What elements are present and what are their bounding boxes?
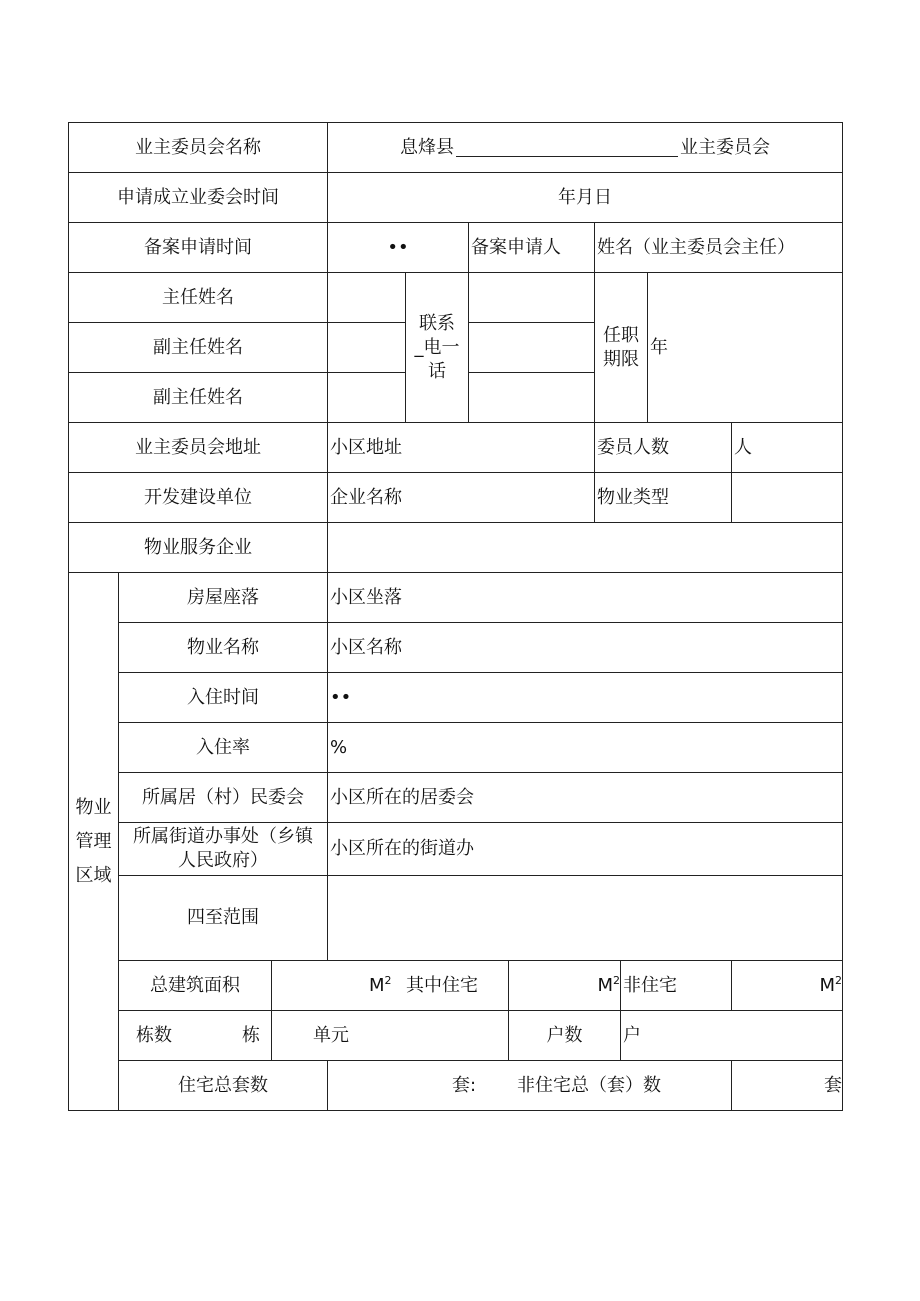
boundary-field[interactable] [328, 876, 843, 961]
member-count-unit: 人 [734, 436, 752, 458]
address-label [69, 423, 328, 473]
residents-committee-field[interactable] [328, 773, 843, 823]
residents-committee-value: 小区所在的居委会 [330, 786, 474, 808]
non-residential-area-field[interactable] [732, 961, 843, 1011]
non-residential-area-unit [819, 974, 842, 998]
member-count-field[interactable] [732, 423, 843, 473]
contact-phone-label-line2: _电一 [414, 336, 460, 358]
property-name-label [119, 623, 328, 673]
total-residential-sets-label-text: 住宅总套数 [178, 1074, 268, 1096]
vice-director-name-field-2[interactable] [328, 373, 406, 423]
location-value: 小区坐落 [330, 586, 402, 608]
move-in-time-value: •• [330, 686, 352, 708]
service-company-label-text: 物业服务企业 [144, 536, 252, 558]
total-area-label-text: 总建筑面积 [150, 974, 240, 996]
contact-phone-label-line1: 联系 [419, 312, 455, 334]
total-area-unit-sup: 2 [384, 973, 392, 987]
region-label-line3: 区域 [75, 864, 112, 886]
residential-area-unit-m: M [597, 974, 613, 996]
director-name-label-text: 主任姓名 [162, 286, 234, 308]
committee-name-field[interactable] [328, 123, 843, 173]
street-office-label-line2: 人民政府） [178, 850, 268, 871]
member-count-label [595, 423, 732, 473]
apply-time-label [69, 173, 328, 223]
apply-time-value: 年月日 [558, 186, 612, 208]
property-name-value: 小区名称 [330, 636, 402, 658]
record-time-value: •• [387, 236, 409, 258]
vice-director-label-2-text: 副主任姓名 [153, 386, 243, 408]
residential-area-field[interactable] [509, 961, 621, 1011]
residential-label: 其中住宅 [406, 974, 478, 996]
building-count-cell[interactable] [119, 1011, 272, 1061]
apply-time-label-text: 申请成立业委会时间 [117, 186, 279, 208]
director-phone-field[interactable] [469, 273, 595, 323]
street-office-label-line1: 所属街道办事处（乡镇 [133, 826, 313, 847]
vice-director-label-2 [69, 373, 328, 423]
total-area-field[interactable] [272, 961, 509, 1011]
total-residential-sets-label [119, 1061, 328, 1111]
address-value: 小区地址 [330, 436, 402, 458]
committee-name-prefix: 息烽县 [400, 136, 454, 158]
address-field[interactable] [328, 423, 595, 473]
service-company-field[interactable] [328, 523, 843, 573]
apply-time-field[interactable] [328, 173, 843, 223]
street-office-value: 小区所在的街道办 [330, 838, 474, 859]
total-non-residential-label: 非住宅总（套）数 [517, 1074, 661, 1096]
household-count-label-text: 户数 [546, 1024, 583, 1046]
household-count-label [509, 1011, 621, 1061]
filing-form-table [68, 122, 843, 1111]
committee-name-blank[interactable] [456, 138, 678, 157]
property-name-label-text: 物业名称 [187, 636, 259, 658]
move-in-time-field[interactable] [328, 673, 843, 723]
total-non-residential-field[interactable] [732, 1061, 843, 1111]
household-count-field[interactable] [621, 1011, 843, 1061]
move-in-time-label [119, 673, 328, 723]
vice-director-phone-field-1[interactable] [469, 323, 595, 373]
building-count-label: 栋数 [136, 1024, 172, 1046]
term-label-line1: 任职 [603, 324, 639, 346]
household-unit: 户 [623, 1024, 641, 1046]
property-type-field[interactable] [732, 473, 843, 523]
record-applicant-value: 姓名（业主委员会主任） [597, 236, 795, 258]
contact-phone-label-line3: 话 [428, 360, 446, 382]
director-name-label [69, 273, 328, 323]
residential-sets-unit: 套: [452, 1074, 477, 1096]
street-office-label [119, 823, 328, 876]
developer-value: 企业名称 [330, 486, 402, 508]
region-label-line2: 管理 [75, 830, 112, 852]
committee-name-label [69, 123, 328, 173]
property-type-label [595, 473, 732, 523]
location-field[interactable] [328, 573, 843, 623]
street-office-field[interactable] [328, 823, 843, 876]
residents-committee-label [119, 773, 328, 823]
residential-area-unit-sup: 2 [613, 973, 620, 987]
occupancy-rate-label-text: 入住率 [196, 736, 250, 758]
vice-director-label-1 [69, 323, 328, 373]
developer-label-text: 开发建设单位 [144, 486, 252, 508]
director-name-field[interactable] [328, 273, 406, 323]
committee-name-label-text: 业主委员会名称 [135, 136, 261, 158]
total-residential-sets-field[interactable] [328, 1061, 732, 1111]
boundary-label-text: 四至范围 [187, 907, 259, 928]
move-in-time-label-text: 入住时间 [187, 686, 259, 708]
record-time-field[interactable] [328, 223, 469, 273]
record-applicant-label-text: 备案申请人 [471, 236, 561, 258]
residents-committee-label-text: 所属居（村）民委会 [142, 786, 304, 808]
building-unit: 栋 [242, 1024, 260, 1046]
unit-label: 单元 [313, 1024, 349, 1046]
vice-director-name-field-1[interactable] [328, 323, 406, 373]
term-field[interactable] [648, 273, 843, 423]
term-value: 年 [650, 336, 668, 358]
member-count-label-text: 委员人数 [597, 436, 669, 458]
non-residential-label [621, 961, 732, 1011]
address-label-text: 业主委员会地址 [135, 436, 261, 458]
vice-director-label-1-text: 副主任姓名 [153, 336, 243, 358]
record-applicant-label [469, 223, 595, 273]
region-label-line1: 物业 [75, 796, 112, 818]
vice-director-phone-field-2[interactable] [469, 373, 595, 423]
developer-label [69, 473, 328, 523]
total-area-unit-m: M [369, 974, 385, 996]
management-region-label [69, 573, 119, 1111]
boundary-label [119, 876, 328, 961]
non-residential-sets-unit: 套 [824, 1074, 842, 1096]
occupancy-rate-label [119, 723, 328, 773]
record-applicant-field[interactable] [595, 223, 843, 273]
record-time-label [69, 223, 328, 273]
occupancy-rate-field[interactable] [328, 723, 843, 773]
total-area-label [119, 961, 272, 1011]
occupancy-rate-value: % [330, 736, 348, 758]
non-residential-area-unit-sup: 2 [835, 973, 842, 987]
property-type-label-text: 物业类型 [597, 486, 669, 508]
service-company-label [69, 523, 328, 573]
non-residential-label-text: 非住宅 [623, 974, 677, 996]
developer-field[interactable] [328, 473, 595, 523]
contact-phone-label [406, 273, 469, 423]
committee-name-suffix: 业主委员会 [680, 136, 770, 158]
record-time-label-text: 备案申请时间 [144, 236, 252, 258]
residential-area-unit [597, 974, 620, 998]
term-label [595, 273, 648, 423]
property-name-field[interactable] [328, 623, 843, 673]
term-label-line2: 期限 [603, 348, 639, 370]
non-residential-area-unit-m: M [819, 974, 835, 996]
total-area-unit [369, 974, 392, 998]
location-label [119, 573, 328, 623]
unit-count-field[interactable] [272, 1011, 509, 1061]
location-label-text: 房屋座落 [187, 586, 259, 608]
